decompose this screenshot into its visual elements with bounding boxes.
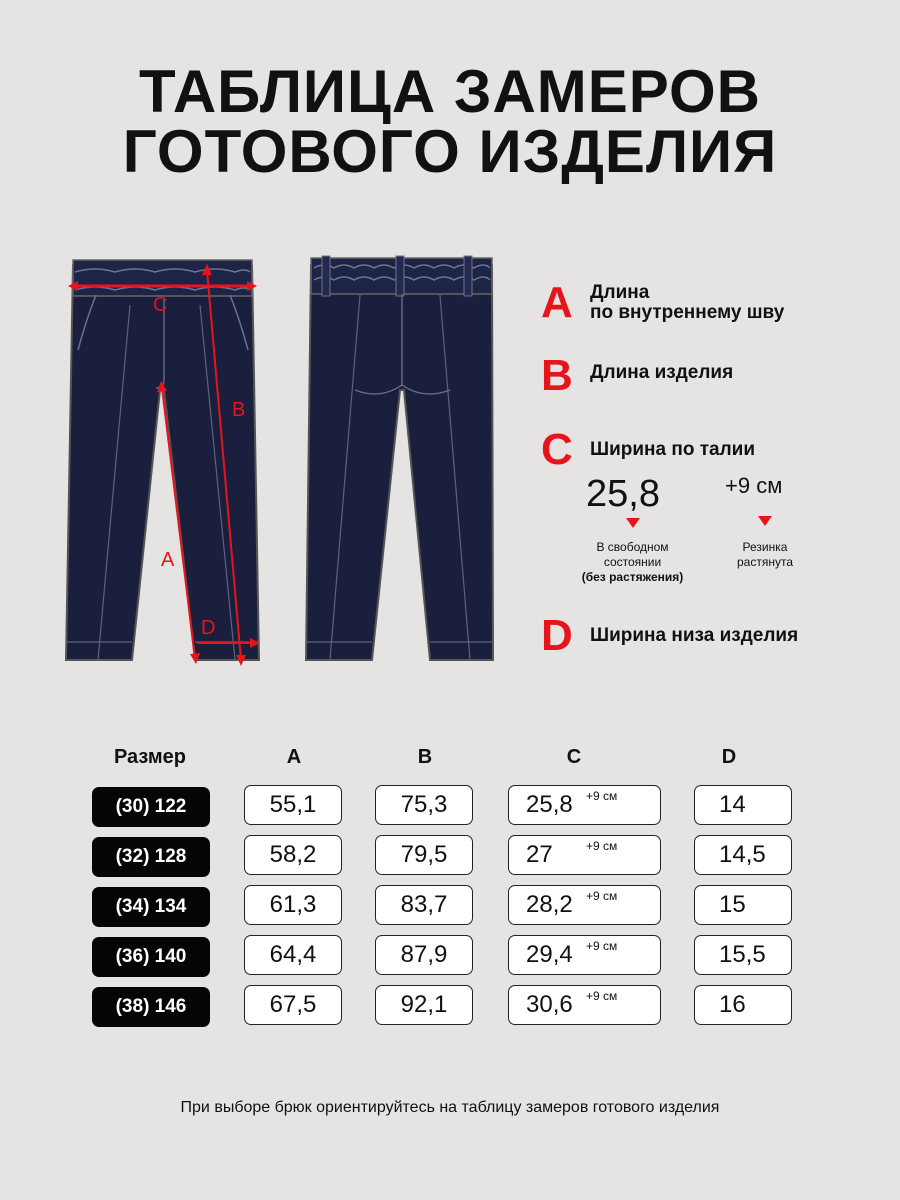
legend-text-a-line2: по внутреннему шву: [590, 302, 785, 323]
cell-b: 83,7: [375, 885, 473, 925]
title-line-2: ГОТОВОГО ИЗДЕЛИЯ: [122, 118, 778, 185]
cell-a: 67,5: [244, 985, 342, 1025]
cell-d: 15,5: [694, 935, 792, 975]
cell-c-stretch: +9 см: [586, 989, 618, 1003]
cell-b: 92,1: [375, 985, 473, 1025]
relaxed-note-bold: (без растяжения): [581, 570, 684, 584]
legend-letter-a: A: [541, 278, 573, 327]
cell-a: 64,4: [244, 935, 342, 975]
cell-c: [508, 785, 661, 825]
cell-c: [508, 985, 661, 1025]
cell-d: 14: [694, 785, 792, 825]
legend-text-a-line1: Длина: [590, 282, 650, 303]
relaxed-note-line2: состоянии: [603, 555, 662, 569]
cell-d: 15: [694, 885, 792, 925]
cell-c-value: 28,2: [526, 891, 573, 918]
cell-d: 14,5: [694, 835, 792, 875]
footer-note: При выборе брюк ориентируйтесь на таблицу замеров готового изделия: [180, 1099, 720, 1116]
stretched-note: [715, 540, 815, 570]
diagram-label-a: A: [161, 549, 175, 571]
size-label: (36) 140: [92, 937, 210, 977]
size-label: (34) 134: [92, 887, 210, 927]
col-header-c: C: [566, 746, 582, 768]
size-label: (32) 128: [92, 837, 210, 877]
trousers-illustration: [60, 250, 520, 670]
cell-c-value: 30,6: [526, 991, 573, 1018]
legend-text-c: Ширина по талии: [590, 439, 756, 460]
diagram-label-d: D: [201, 617, 216, 639]
trousers-back-view: [306, 256, 493, 660]
relaxed-note: [570, 540, 695, 585]
cell-c-stretch: +9 см: [586, 789, 618, 803]
cell-c-value: 25,8: [526, 791, 573, 818]
legend-text-d: Ширина низа изделия: [590, 625, 799, 646]
col-header-b: B: [417, 746, 433, 768]
cell-b: 87,9: [375, 935, 473, 975]
cell-c-value: 29,4: [526, 941, 573, 968]
legend-text-b: Длина изделия: [590, 362, 734, 383]
page-title: [0, 58, 900, 185]
cell-c-stretch: +9 см: [586, 889, 618, 903]
size-label: (38) 146: [92, 987, 210, 1027]
cell-a: 55,1: [244, 785, 342, 825]
legend-letter-b: B: [541, 351, 573, 400]
cell-a: 61,3: [244, 885, 342, 925]
cell-c: [508, 885, 661, 925]
cell-b: 75,3: [375, 785, 473, 825]
diagram-label-c: C: [153, 294, 168, 316]
col-header-size: Размер: [113, 746, 187, 768]
relaxed-marker-icon: [626, 518, 640, 528]
cell-c-stretch: +9 см: [586, 939, 618, 953]
legend-letter-d: D: [541, 611, 573, 660]
waist-stretch-value: +9 см: [725, 473, 783, 498]
title-line-1: ТАБЛИЦА ЗАМЕРОВ: [138, 58, 762, 125]
relaxed-note-line3: [570, 570, 695, 585]
stretched-note-line1: Резинка: [742, 540, 788, 554]
legend-letter-c: C: [541, 425, 573, 474]
waist-relaxed-value: 25,8: [586, 473, 660, 515]
cell-c-stretch: +9 см: [586, 839, 618, 853]
cell-c: [508, 835, 661, 875]
col-header-a: A: [286, 746, 302, 768]
size-label: (30) 122: [92, 787, 210, 827]
stretched-marker-icon: [758, 516, 772, 526]
cell-c: [508, 935, 661, 975]
trousers-front-view: [66, 260, 260, 666]
diagram-label-b: B: [232, 399, 246, 421]
cell-a: 58,2: [244, 835, 342, 875]
stretched-note-line2: растянута: [736, 555, 793, 569]
cell-b: 79,5: [375, 835, 473, 875]
cell-c-value: 27: [526, 841, 553, 868]
col-header-d: D: [721, 746, 737, 768]
cell-d: 16: [694, 985, 792, 1025]
relaxed-note-line1: В свободном: [596, 540, 669, 554]
